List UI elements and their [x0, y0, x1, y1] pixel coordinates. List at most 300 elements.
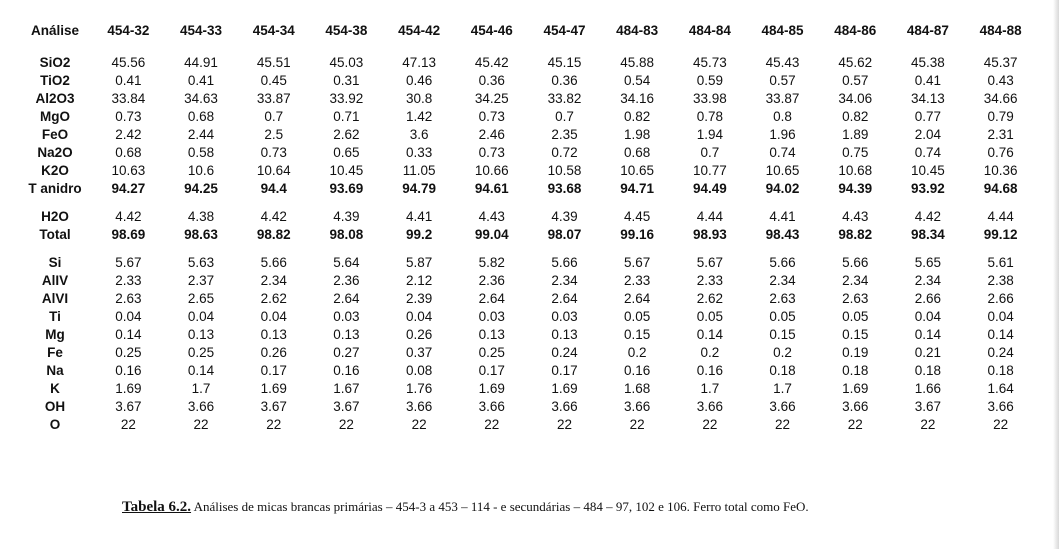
- table-cell: 94.79: [402, 181, 436, 196]
- table-cell: 0.05: [624, 309, 651, 324]
- table-cell: 0.04: [405, 309, 433, 324]
- table-cell: 5.67: [624, 255, 651, 270]
- row-label: FeO: [41, 127, 69, 142]
- table-cell: 2.39: [405, 291, 433, 306]
- table-cell: 0.08: [405, 363, 433, 378]
- table-cell: 22: [266, 417, 282, 432]
- table-cell: 1.67: [333, 381, 360, 396]
- table-cell: 45.42: [474, 55, 509, 70]
- table-cell: 2.38: [987, 273, 1014, 288]
- table-cell: 10.64: [256, 163, 291, 178]
- header-label: Análise: [30, 23, 80, 38]
- table-cell: 0.14: [914, 327, 942, 342]
- table-cell: 2.34: [914, 273, 942, 288]
- table-cell: 2.12: [405, 273, 433, 288]
- table-cell: 0.21: [914, 345, 942, 360]
- column-header: 454-46: [470, 23, 513, 38]
- table-cell: 94.71: [620, 181, 655, 196]
- table-cell: 0.65: [333, 145, 360, 160]
- table-cell: 94.4: [260, 181, 287, 196]
- table-cell: 2.62: [696, 291, 723, 306]
- table-cell: 0.43: [987, 73, 1014, 88]
- table-cell: 1.69: [115, 381, 142, 396]
- spacer-cell: [18, 42, 1037, 54]
- table-cell: 2.34: [260, 273, 287, 288]
- table-cell: 2.44: [187, 127, 215, 142]
- table-cell: 2.04: [914, 127, 942, 142]
- table-cell: 0.25: [478, 345, 505, 360]
- table-row: [18, 162, 1037, 180]
- table-cell: 0.73: [115, 109, 142, 124]
- table-cell: 5.67: [115, 255, 142, 270]
- table-cell: 45.73: [692, 55, 727, 70]
- table-row: [18, 144, 1037, 162]
- table-cell: 2.36: [333, 273, 360, 288]
- table-cell: 2.63: [842, 291, 869, 306]
- table-cell: 10.6: [187, 163, 215, 178]
- table-cell: 45.37: [983, 55, 1018, 70]
- row-label: Ti: [49, 309, 61, 324]
- table-cell: 0.7: [264, 109, 284, 124]
- table-cell: 33.98: [692, 91, 727, 106]
- table-cell: 0.73: [260, 145, 287, 160]
- table-cell: 0.03: [478, 309, 505, 324]
- table-row: [18, 108, 1037, 126]
- table-cell: 99.2: [405, 227, 433, 242]
- row-label: Si: [48, 255, 62, 270]
- table-cell: 3.66: [696, 399, 723, 414]
- mica-analysis-table: [18, 20, 1037, 434]
- table-cell: 0.33: [405, 145, 433, 160]
- table-cell: 22: [629, 417, 645, 432]
- table-cell: 1.69: [260, 381, 287, 396]
- table-cell: 4.43: [842, 209, 869, 224]
- table-cell: 0.27: [333, 345, 360, 360]
- table-cell: 33.82: [547, 91, 582, 106]
- table-cell: 0.7: [700, 145, 720, 160]
- table-row: [18, 272, 1037, 290]
- table-row: [18, 326, 1037, 344]
- table-cell: 5.67: [696, 255, 723, 270]
- table-cell: 45.43: [765, 55, 800, 70]
- table-cell: 0.16: [333, 363, 360, 378]
- table-cell: 0.26: [260, 345, 287, 360]
- table-cell: 0.25: [187, 345, 215, 360]
- table-row: [18, 226, 1037, 244]
- table-cell: 45.51: [256, 55, 291, 70]
- table-cell: 22: [484, 417, 500, 432]
- table-cell: 0.59: [696, 73, 723, 88]
- column-header: 454-32: [107, 23, 150, 38]
- table-cell: 0.2: [700, 345, 720, 360]
- table-cell: 30.8: [405, 91, 433, 106]
- table-cell: 4.42: [260, 209, 287, 224]
- table-row: [18, 398, 1037, 416]
- column-header: 484-88: [979, 23, 1022, 38]
- table-cell: 3.67: [260, 399, 287, 414]
- table-cell: 22: [702, 417, 718, 432]
- table-cell: 0.36: [551, 73, 578, 88]
- table-cell: 3.6: [409, 127, 429, 142]
- table-cell: 0.41: [115, 73, 142, 88]
- row-label: Al2O3: [35, 91, 75, 106]
- table-cell: 10.68: [838, 163, 873, 178]
- table-cell: 22: [411, 417, 427, 432]
- table-cell: 0.74: [769, 145, 796, 160]
- table-cell: 0.03: [333, 309, 360, 324]
- row-label: Na2O: [37, 145, 73, 160]
- table-cell: 0.68: [187, 109, 215, 124]
- table-cell: 5.61: [987, 255, 1014, 270]
- table-cell: 2.64: [478, 291, 505, 306]
- table-cell: 45.88: [620, 55, 655, 70]
- table-cell: 0.7: [555, 109, 574, 124]
- table-cell: 5.65: [914, 255, 942, 270]
- table-cell: 0.04: [260, 309, 287, 324]
- table-cell: 0.15: [769, 327, 796, 342]
- table-cell: 1.69: [842, 381, 869, 396]
- table-cell: 10.77: [692, 163, 727, 178]
- table-cell: 0.68: [115, 145, 142, 160]
- table-cell: 94.49: [692, 181, 727, 196]
- table-cell: 0.77: [914, 109, 942, 124]
- table-cell: 10.63: [111, 163, 146, 178]
- table-cell: 0.25: [115, 345, 142, 360]
- table-cell: 0.82: [624, 109, 651, 124]
- row-label: TiO2: [40, 73, 70, 88]
- table-cell: 45.62: [838, 55, 873, 70]
- table-cell: 4.39: [551, 209, 578, 224]
- table-cell: 2.65: [187, 291, 215, 306]
- table-cell: 45.15: [547, 55, 582, 70]
- table-cell: 0.17: [478, 363, 505, 378]
- table-cell: 34.16: [620, 91, 655, 106]
- table-cell: 2.34: [769, 273, 796, 288]
- table-cell: 0.2: [773, 345, 792, 360]
- table-cell: 4.43: [478, 209, 505, 224]
- table-row: [18, 126, 1037, 144]
- table-cell: 3.66: [405, 399, 433, 414]
- table-cell: 99.04: [474, 227, 509, 242]
- table-cell: 0.37: [405, 345, 433, 360]
- table-cell: 45.03: [329, 55, 364, 70]
- table-cell: 5.66: [260, 255, 287, 270]
- table-cell: 0.13: [187, 327, 215, 342]
- table-cell: 4.41: [769, 209, 796, 224]
- table-cell: 1.98: [624, 127, 651, 142]
- table-cell: 98.08: [329, 227, 364, 242]
- table-cell: 1.76: [405, 381, 433, 396]
- table-cell: 3.66: [842, 399, 869, 414]
- table-cell: 3.66: [187, 399, 215, 414]
- column-header: 484-87: [906, 23, 949, 38]
- table-cell: 2.37: [187, 273, 215, 288]
- table-cell: 0.14: [987, 327, 1014, 342]
- row-label: H2O: [41, 209, 69, 224]
- table-cell: 98.69: [111, 227, 146, 242]
- table-cell: 10.45: [911, 163, 945, 178]
- table-cell: 0.74: [914, 145, 942, 160]
- table-cell: 98.43: [765, 227, 800, 242]
- table-cell: 2.35: [551, 127, 578, 142]
- table-cell: 0.05: [696, 309, 723, 324]
- table-cell: 3.67: [333, 399, 360, 414]
- table-cell: 3.66: [624, 399, 651, 414]
- table-cell: 1.94: [696, 127, 723, 142]
- table-cell: 2.64: [333, 291, 360, 306]
- table-cell: 0.46: [405, 73, 433, 88]
- row-label: O: [49, 417, 61, 432]
- table-cell: 22: [993, 417, 1009, 432]
- table-cell: 98.34: [911, 227, 945, 242]
- row-label: MgO: [40, 109, 70, 124]
- table-cell: 0.18: [987, 363, 1014, 378]
- table-cell: 1.42: [405, 109, 433, 124]
- table-cell: 0.45: [260, 73, 287, 88]
- table-cell: 0.8: [773, 109, 792, 124]
- table-cell: 2.46: [478, 127, 505, 142]
- table-cell: 0.04: [115, 309, 142, 324]
- table-cell: 4.42: [914, 209, 942, 224]
- table-cell: 1.66: [914, 381, 942, 396]
- table-cell: 4.44: [987, 209, 1014, 224]
- table-cell: 0.14: [187, 363, 215, 378]
- table-cell: 94.27: [111, 181, 146, 196]
- table-cell: 22: [338, 417, 354, 432]
- table-cell: 93.92: [911, 181, 945, 196]
- table-cell: 5.66: [842, 255, 869, 270]
- table-cell: 22: [920, 417, 936, 432]
- table-cell: 22: [193, 417, 209, 432]
- table-cell: 0.26: [405, 327, 433, 342]
- table-cell: 0.68: [624, 145, 651, 160]
- table-cell: 0.17: [551, 363, 578, 378]
- row-label: Na: [46, 363, 64, 378]
- row-label: Mg: [45, 327, 65, 342]
- table-cell: 0.19: [842, 345, 869, 360]
- table-row: [18, 290, 1037, 308]
- table-cell: 0.13: [478, 327, 505, 342]
- table-cell: 0.78: [696, 109, 723, 124]
- table-caption: [122, 499, 809, 516]
- table-cell: 5.66: [769, 255, 796, 270]
- table-cell: 1.7: [773, 381, 792, 396]
- table-cell: 0.14: [696, 327, 723, 342]
- table-cell: 0.54: [624, 73, 651, 88]
- table-cell: 93.68: [547, 181, 582, 196]
- table-cell: 22: [847, 417, 863, 432]
- table-cell: 0.14: [115, 327, 142, 342]
- table-cell: 0.41: [914, 73, 942, 88]
- table-cell: 94.25: [184, 181, 218, 196]
- table-cell: 2.42: [115, 127, 142, 142]
- table-cell: 3.66: [769, 399, 796, 414]
- table-cell: 99.12: [983, 227, 1018, 242]
- table-cell: 94.61: [474, 181, 509, 196]
- table-cell: 22: [120, 417, 136, 432]
- table-cell: 47.13: [402, 55, 436, 70]
- header-row: [18, 20, 1037, 42]
- group-spacer: [18, 198, 1037, 208]
- row-label: Total: [39, 227, 71, 242]
- table-cell: 4.38: [187, 209, 215, 224]
- caption-label: Tabela 6.2.: [122, 499, 192, 515]
- table-cell: 0.16: [115, 363, 142, 378]
- column-header: 454-47: [543, 23, 586, 38]
- table-cell: 34.13: [911, 91, 945, 106]
- table-cell: 0.75: [842, 145, 869, 160]
- table-cell: 44.91: [184, 55, 218, 70]
- table-cell: 2.64: [551, 291, 578, 306]
- row-label: K2O: [41, 163, 69, 178]
- table-cell: 10.65: [620, 163, 655, 178]
- table-cell: 5.64: [333, 255, 360, 270]
- table-cell: 94.68: [983, 181, 1018, 196]
- table-cell: 0.03: [551, 309, 578, 324]
- column-header: 454-38: [325, 23, 368, 38]
- table-row: [18, 180, 1037, 198]
- table-cell: 0.05: [842, 309, 869, 324]
- row-label: SiO2: [39, 55, 71, 70]
- table-cell: 0.79: [987, 109, 1014, 124]
- table-cell: 3.67: [914, 399, 942, 414]
- row-label: K: [50, 381, 60, 396]
- table-cell: 10.65: [765, 163, 800, 178]
- table-cell: 2.63: [115, 291, 142, 306]
- table-row: [18, 380, 1037, 398]
- table-cell: 4.39: [333, 209, 360, 224]
- table-cell: 2.33: [624, 273, 651, 288]
- spacer-cell: [18, 198, 1037, 208]
- group-spacer: [18, 42, 1037, 54]
- table-cell: 34.25: [474, 91, 509, 106]
- table-cell: 0.04: [914, 309, 942, 324]
- table-cell: 5.87: [405, 255, 433, 270]
- table-cell: 0.05: [769, 309, 796, 324]
- table-cell: 0.76: [987, 145, 1014, 160]
- table-cell: 0.24: [551, 345, 578, 360]
- table-cell: 2.63: [769, 291, 796, 306]
- table-row: [18, 72, 1037, 90]
- table-cell: 0.58: [187, 145, 215, 160]
- table-cell: 1.7: [700, 381, 720, 396]
- table-cell: 0.04: [987, 309, 1014, 324]
- table-cell: 2.62: [260, 291, 287, 306]
- table-cell: 1.7: [191, 381, 211, 396]
- table-cell: 94.39: [838, 181, 873, 196]
- table-cell: 34.06: [838, 91, 873, 106]
- table-cell: 0.24: [987, 345, 1014, 360]
- page-edge-shadow: [1053, 0, 1059, 549]
- table-row: [18, 254, 1037, 272]
- column-header: 484-83: [616, 23, 659, 38]
- table-cell: 33.84: [111, 91, 146, 106]
- table-cell: 10.66: [474, 163, 509, 178]
- table-row: [18, 362, 1037, 380]
- table-cell: 5.82: [478, 255, 505, 270]
- table-cell: 3.66: [551, 399, 578, 414]
- table-cell: 1.69: [551, 381, 578, 396]
- group-spacer: [18, 244, 1037, 254]
- column-header: 454-34: [252, 23, 295, 38]
- table-cell: 0.2: [627, 345, 647, 360]
- table-cell: 1.89: [842, 127, 869, 142]
- table-cell: 1.96: [769, 127, 796, 142]
- table-cell: 98.82: [838, 227, 873, 242]
- column-header: 454-42: [398, 23, 441, 38]
- table-cell: 0.13: [551, 327, 578, 342]
- table-cell: 0.73: [478, 145, 505, 160]
- table-cell: 5.63: [187, 255, 215, 270]
- table-cell: 93.69: [329, 181, 364, 196]
- row-label: T anidro: [28, 181, 82, 196]
- table-cell: 2.33: [115, 273, 142, 288]
- table-cell: 0.36: [478, 73, 505, 88]
- table-cell: 0.82: [842, 109, 869, 124]
- spacer-cell: [18, 244, 1037, 254]
- table-cell: 2.34: [842, 273, 869, 288]
- table-cell: 94.02: [765, 181, 800, 196]
- table-cell: 10.58: [547, 163, 582, 178]
- table-cell: 0.57: [769, 73, 796, 88]
- table-cell: 34.66: [983, 91, 1018, 106]
- column-header: 484-85: [761, 23, 804, 38]
- table-cell: 0.04: [187, 309, 215, 324]
- table-cell: 2.5: [264, 127, 284, 142]
- row-label: OH: [44, 399, 66, 414]
- table-cell: 0.13: [260, 327, 287, 342]
- table-row: [18, 308, 1037, 326]
- table-cell: 11.05: [402, 163, 436, 178]
- table-cell: 2.31: [987, 127, 1014, 142]
- table-cell: 10.45: [329, 163, 364, 178]
- table-cell: 0.57: [842, 73, 869, 88]
- table-cell: 0.17: [260, 363, 287, 378]
- table-row: [18, 344, 1037, 362]
- table-cell: 3.66: [478, 399, 505, 414]
- table-cell: 0.73: [478, 109, 505, 124]
- table-cell: 0.31: [333, 73, 360, 88]
- table-row: [18, 54, 1037, 72]
- table-cell: 99.16: [620, 227, 655, 242]
- table-cell: 0.15: [624, 327, 651, 342]
- table-row: [18, 90, 1037, 108]
- table-cell: 4.41: [405, 209, 433, 224]
- table-cell: 34.63: [184, 91, 218, 106]
- table-cell: 98.93: [692, 227, 727, 242]
- table-cell: 0.18: [842, 363, 869, 378]
- table-row: [18, 208, 1037, 226]
- table-cell: 5.66: [551, 255, 578, 270]
- table-cell: 4.44: [696, 209, 723, 224]
- table-cell: 45.56: [111, 55, 146, 70]
- table-cell: 0.41: [187, 73, 215, 88]
- column-header: 484-86: [834, 23, 877, 38]
- table-cell: 0.72: [551, 145, 578, 160]
- table-cell: 0.16: [696, 363, 723, 378]
- table-cell: 2.66: [914, 291, 942, 306]
- table-cell: 98.82: [256, 227, 291, 242]
- table-cell: 1.64: [987, 381, 1014, 396]
- row-label: AlIV: [41, 273, 69, 288]
- table-cell: 45.38: [911, 55, 945, 70]
- table-cell: 33.87: [256, 91, 291, 106]
- table-cell: 0.18: [769, 363, 796, 378]
- row-label: AlVI: [41, 291, 69, 306]
- table-cell: 1.69: [478, 381, 505, 396]
- column-header: 484-84: [688, 23, 731, 38]
- table-cell: 10.36: [983, 163, 1018, 178]
